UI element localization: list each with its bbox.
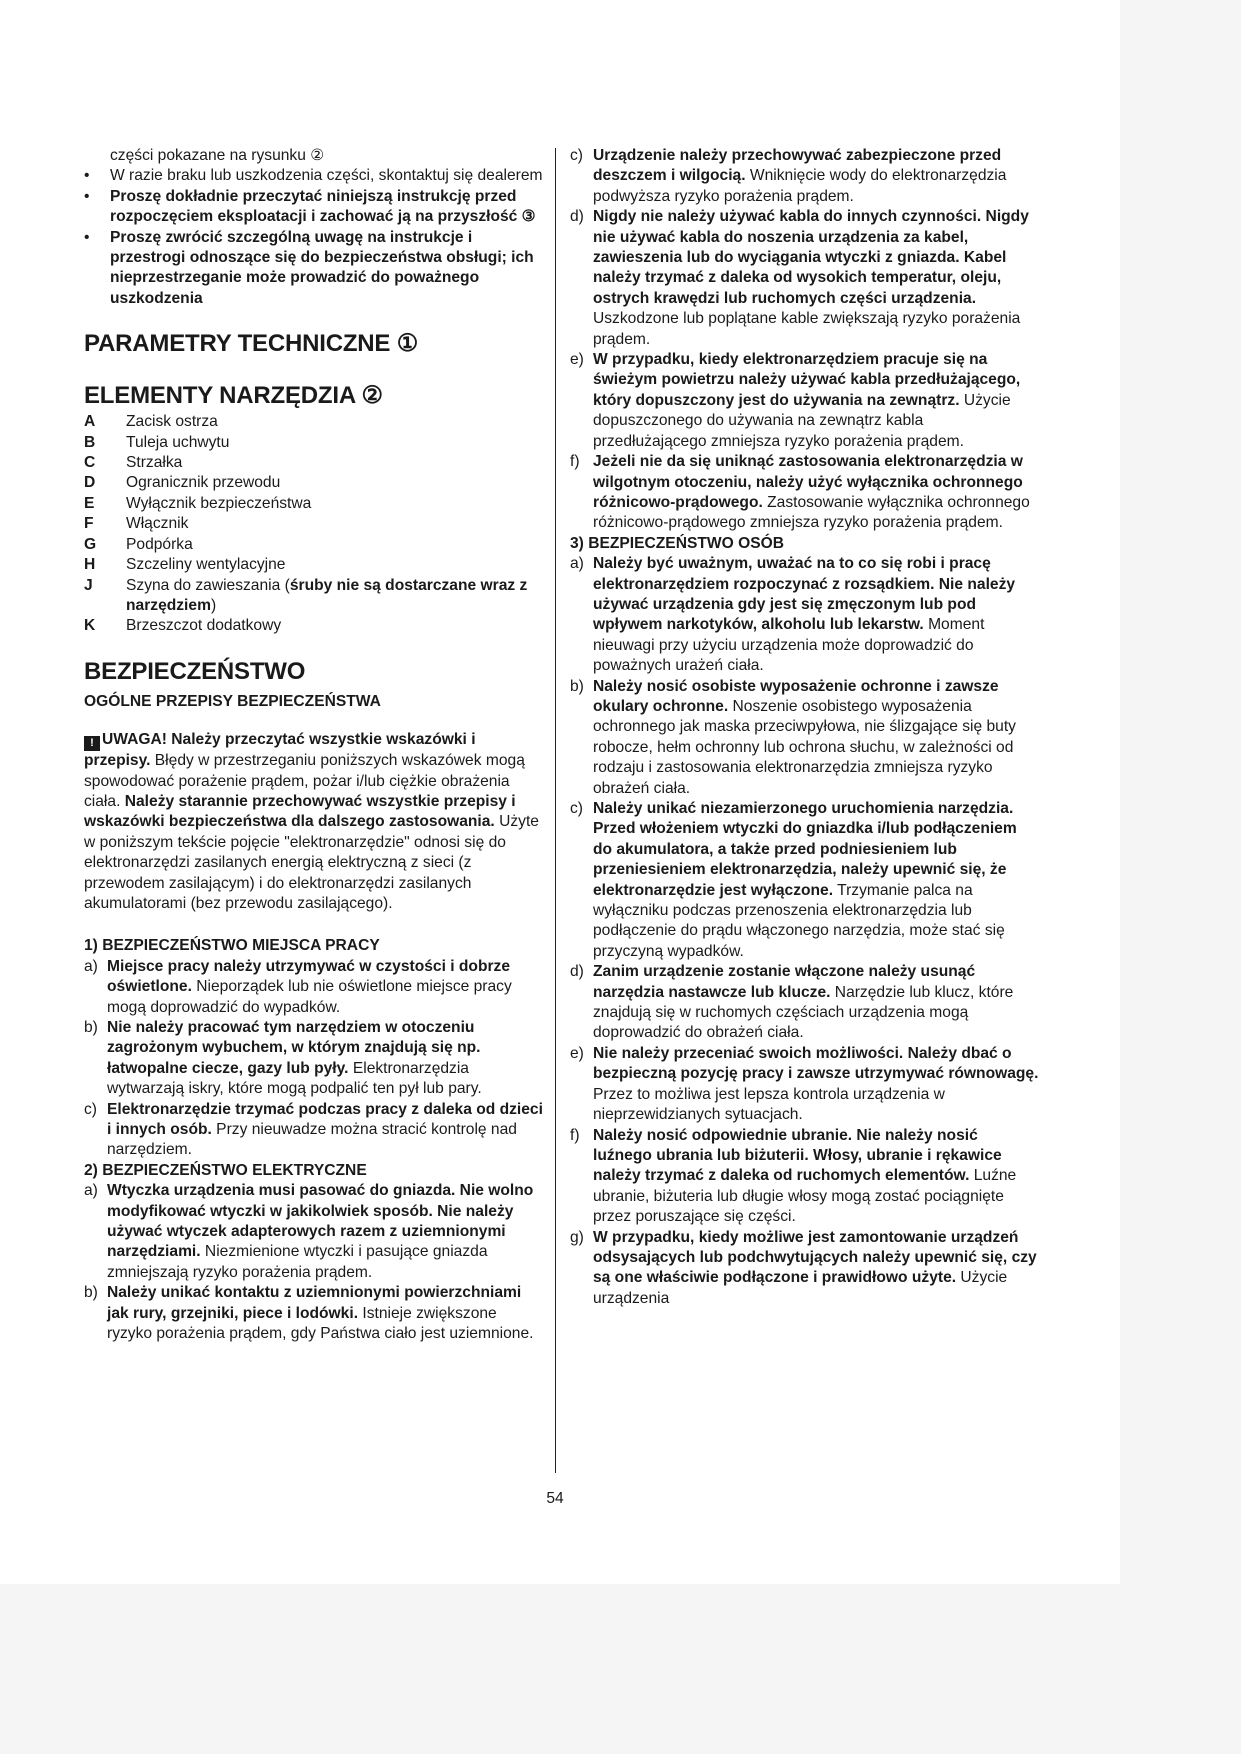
part-letter: K xyxy=(84,617,96,635)
list-item xyxy=(84,1181,546,1283)
warning-paragraph xyxy=(84,730,546,914)
item-marker: d) xyxy=(570,963,584,981)
list-item xyxy=(84,1283,546,1344)
item-text: Użycie dopuszczonego do używania na zewnątrz kabla przedłużającego zmniejsza ryzyko porażenia prądem. xyxy=(593,391,1011,450)
column-divider xyxy=(555,148,556,1473)
part-name-tail: ) xyxy=(210,596,217,614)
part-letter: B xyxy=(84,433,96,451)
item-bold: Wtyczka urządzenia musi pasować do gniazda. Nie wolno modyfikować wtyczki w jakikolwiek sposób. Nie należy używać wtyczek adapterowych razem z uziemnionymi narzędziami. xyxy=(107,1182,534,1261)
part-name-bold: śruby nie są dostarczane wraz z narzędziem xyxy=(126,576,528,614)
item-marker: e) xyxy=(570,351,584,369)
part-letter: E xyxy=(84,494,95,512)
list-item xyxy=(570,962,1040,1044)
item-bold: Należy nosić osobiste wyposażenie ochronne i zawsze okulary ochronne. xyxy=(593,677,999,715)
part-name: Szczeliny wentylacyjne xyxy=(126,556,286,574)
item-bold: Nie należy przeceniać swoich możliwości. Należy dbać o bezpieczną pozycję pracy i zawsze utrzymywać równowagę. xyxy=(593,1044,1039,1083)
part-name-text: Szyna do zawieszania ( xyxy=(126,576,290,594)
list-item xyxy=(570,1126,1040,1228)
bullet-item xyxy=(84,166,546,186)
item-text: Nieporządek lub nie oświetlone miejsce pracy mogą doprowadzić do wypadków. xyxy=(107,978,512,1016)
warning-bold: Należy starannie przechowywać wszystkie przepisy i wskazówki bezpieczeństwa dla dalszego zastosowania. xyxy=(84,792,516,831)
list-item xyxy=(570,554,1040,676)
item-text: Przez to możliwa jest lepsza kontrola urządzenia w nieprzewidzianych sytuacjach. xyxy=(593,1085,945,1124)
list-item xyxy=(84,1100,546,1161)
list-item xyxy=(570,207,1040,350)
item-marker: a) xyxy=(84,1182,98,1200)
item-marker: b) xyxy=(570,677,584,695)
item-bold: Elektronarzędzie trzymać podczas pracy z daleka od dzieci i innych osób. xyxy=(107,1100,543,1139)
item-bold: Należy nosić odpowiednie ubranie. Nie należy nosić luźnego ubrania lub biżuterii. Włosy, ubranie i rękawice należy trzymać z daleka od ruchomych elementów. xyxy=(593,1126,1002,1185)
item-text: Zastosowanie wyłącznika ochronnego różnicowo-prądowego zmniejsza ryzyko porażenia prądem. xyxy=(593,493,1030,532)
warning-text: Błędy w przestrzeganiu poniższych wskazówek mogą spowodować porażenie prądem, pożar i/lub ciężkie obrażenia ciała. xyxy=(84,752,525,810)
item-marker: b) xyxy=(84,1284,98,1302)
subheading-general: OGÓLNE PRZEPISY BEZPIECZEŃSTWA xyxy=(84,692,381,710)
item-marker: f) xyxy=(570,453,580,471)
warning-text: Użyte w poniższym tekście pojęcie "elektronarzędzie" odnosi się do elektronarzędzi zasilanych energią elektryczną z sieci (z przewodem zasilającym) i do elektronarzędzi zasilanych akumulatorami (bez przewodu zasilającego). xyxy=(84,813,539,912)
item-marker: c) xyxy=(84,1100,97,1118)
item-text: Uszkodzone lub poplątane kable zwiększają ryzyko porażenia prądem. xyxy=(593,310,1021,348)
bullet-text: Proszę zwrócić szczególną uwagę na instrukcje i przestrogi odnoszące się do bezpieczeństwa obsługi; ich nieprzestrzeganie może prowadzić do poważnego uszkodzenia xyxy=(110,228,534,307)
list-item xyxy=(570,350,1040,452)
item-bold: Miejsce pracy należy utrzymywać w czystości i dobrze oświetlone. xyxy=(107,957,511,996)
part-name: Brzeszczot dodatkowy xyxy=(126,617,282,635)
item-bold: Jeżeli nie da się uniknąć zastosowania elektronarzędzia w wilgotnym otoczeniu, należy użyć wyłącznika ochronnego różnicowo-prądowego. xyxy=(593,453,1023,511)
heading-safety: BEZPIECZEŃSTWO xyxy=(84,657,306,685)
part-name: Zacisk ostrza xyxy=(126,413,218,431)
warning-triangle-icon: ! xyxy=(84,736,100,751)
item-text: Istnieje zwiększone ryzyko porażenia prądem, gdy Państwa ciało jest uziemnione. xyxy=(107,1304,534,1343)
item-bold: Nie należy pracować tym narzędziem w otoczeniu zagrożonym wybuchem, w którym znajdują się np. łatwopalne ciecze, gazy lub pyły. xyxy=(107,1019,481,1077)
section2-title: 2) BEZPIECZEŃSTWO ELEKTRYCZNE xyxy=(84,1161,367,1179)
item-text: Narzędzie lub klucz, które znajdują się w ruchomych częściach urządzenia mogą doprowadzić do obrażeń ciała. xyxy=(593,983,1014,1042)
list-item xyxy=(570,452,1040,534)
list-item xyxy=(570,799,1040,962)
item-marker: f) xyxy=(570,1126,580,1144)
bullet-text: W razie braku lub uszkodzenia części, skontaktuj się dealerem xyxy=(110,167,543,185)
item-bold: Nigdy nie należy używać kabla do innych czynności. Nigdy nie używać kabla do noszenia urządzenia za kabel, zawieszenia lub do wyciągania wtyczki z gniazda. Kabel należy trzymać z daleka od wysokich temperatur, oleju, ostrych krawędzi lub ruchomych części urządzenia. xyxy=(593,208,1029,307)
part-name: Ogranicznik przewodu xyxy=(126,474,281,492)
item-bold: W przypadku, kiedy elektronarzędziem pracuje się na świeżym powietrzu należy używać kabla przedłużającego, który dopuszczony jest do używania na zewnątrz. xyxy=(593,351,1021,409)
part-letter: F xyxy=(84,515,94,533)
bullet-text: Proszę dokładnie przeczytać niniejszą instrukcję przed rozpoczęciem eksploatacji i zachować ją na przyszłość ③ xyxy=(110,187,536,226)
section3-title: 3) BEZPIECZEŃSTWO OSÓB xyxy=(570,534,784,552)
heading-elements: ELEMENTY NARZĘDZIA ② xyxy=(84,382,383,410)
part-letter: G xyxy=(84,535,97,553)
item-marker: g) xyxy=(570,1228,584,1246)
item-bold: Należy być uważnym, uważać na to co się robi i pracę elektronarzędziem rozpoczynać z rozsądkiem. Nie należy używać urządzenia gdy jest się zmęczonym lub pod wpływem narkotyków, alkoholu lub lekarstw. xyxy=(593,555,1016,634)
left-column xyxy=(84,146,546,1345)
part-letter: J xyxy=(84,576,93,594)
list-item xyxy=(84,957,546,1018)
list-item xyxy=(570,1228,1040,1310)
heading-params: PARAMETRY TECHNICZNE ① xyxy=(84,330,419,358)
item-text: Elektronarzędzia wytwarzają iskry, które mogą podpalić ten pył lub pary. xyxy=(107,1059,482,1098)
bullet-item xyxy=(84,187,546,228)
parts-list xyxy=(84,412,546,636)
item-marker: b) xyxy=(84,1019,98,1036)
item-marker: e) xyxy=(570,1044,584,1062)
item-marker: c) xyxy=(570,147,583,164)
item-text: Noszenie osobistego wyposażenia ochronnego jak maska przeciwpyłowa, nie ślizgające się buty robocze, hełm ochronny lub ochrona słuchu, w zależności od rodzaju i zastosowania elektronarzędzia zmniejsza ryzyko obrażeń ciała. xyxy=(593,697,1016,797)
part-letter: C xyxy=(84,454,96,472)
item-marker: d) xyxy=(570,208,584,226)
item-bold: Należy unikać kontaktu z uziemnionymi powierzchniami jak rury, grzejniki, piece i lodówki. xyxy=(107,1284,522,1322)
item-text: Wniknięcie wody do elektronarzędzia podwyższa ryzyko porażenia prądem. xyxy=(593,167,1007,205)
section1-title: 1) BEZPIECZEŃSTWO MIEJSCA PRACY xyxy=(84,937,380,955)
list-item xyxy=(570,1044,1040,1126)
item-bold: Zanim urządzenie zostanie włączone należy usunąć narzędzia nastawcze lub klucze. xyxy=(593,963,976,1001)
item-text: Użycie urządzenia xyxy=(593,1269,1008,1307)
part-name: Tuleja uchwytu xyxy=(126,433,230,451)
part-letter: D xyxy=(84,474,96,492)
item-text: Moment nieuwagi przy użyciu urządzenia może doprowadzić do poważnych urażeń ciała. xyxy=(593,616,985,675)
item-text: Niezmienione wtyczki i pasujące gniazda zmniejszają ryzyko porażenia prądem. xyxy=(107,1243,488,1281)
part-name xyxy=(126,576,546,617)
item-text: Luźne ubranie, biżuteria lub długie włosy mogą zostać pociągnięte przez poruszające się części. xyxy=(593,1167,1017,1226)
item-bold: W przypadku, kiedy możliwe jest zamontowanie urządzeń odsysających lub podchwytujących należy upewnić się, czy są one właściwie podłączone i prawidłowo użyte. xyxy=(593,1228,1037,1287)
item-marker: a) xyxy=(84,957,98,975)
list-item xyxy=(84,1018,546,1100)
item-bold: Urządzenie należy przechowywać zabezpieczone przed deszczem i wilgocią. xyxy=(593,147,1002,185)
item-text: Trzymanie palca na wyłączniku podczas przenoszenia elektronarzędzia lub podłączenie do prądu włączonego narzędzia, może stać się przyczyną wypadków. xyxy=(593,881,1005,960)
intro-line: części pokazane na rysunku ② xyxy=(110,147,325,164)
list-item xyxy=(570,146,1040,207)
warning-bold: UWAGA! Należy przeczytać wszystkie wskazówki i przepisy. xyxy=(84,731,476,770)
right-column xyxy=(570,146,1040,1309)
item-marker: a) xyxy=(570,555,584,573)
part-letter: H xyxy=(84,556,96,574)
part-name: Podpórka xyxy=(126,535,193,553)
part-name: Wyłącznik bezpieczeństwa xyxy=(126,494,312,512)
item-marker: c) xyxy=(570,800,583,817)
list-item xyxy=(570,677,1040,799)
page-number: 54 xyxy=(546,1490,564,1507)
part-name: Strzałka xyxy=(126,454,183,472)
bullet-item xyxy=(84,228,546,310)
part-name: Włącznik xyxy=(126,515,189,533)
item-text: Przy nieuwadze można stracić kontrolę nad narzędziem. xyxy=(107,1121,517,1159)
item-bold: Należy unikać niezamierzonego uruchomienia narzędzia. Przed włożeniem wtyczki do gniazdka i/lub podłączeniem do akumulatora, a także przed podniesieniem lub przeniesieniem elektronarzędzia, należy upewnić się, że elektronarzędzie jest wyłączone. xyxy=(593,800,1017,899)
part-letter: A xyxy=(84,413,96,431)
